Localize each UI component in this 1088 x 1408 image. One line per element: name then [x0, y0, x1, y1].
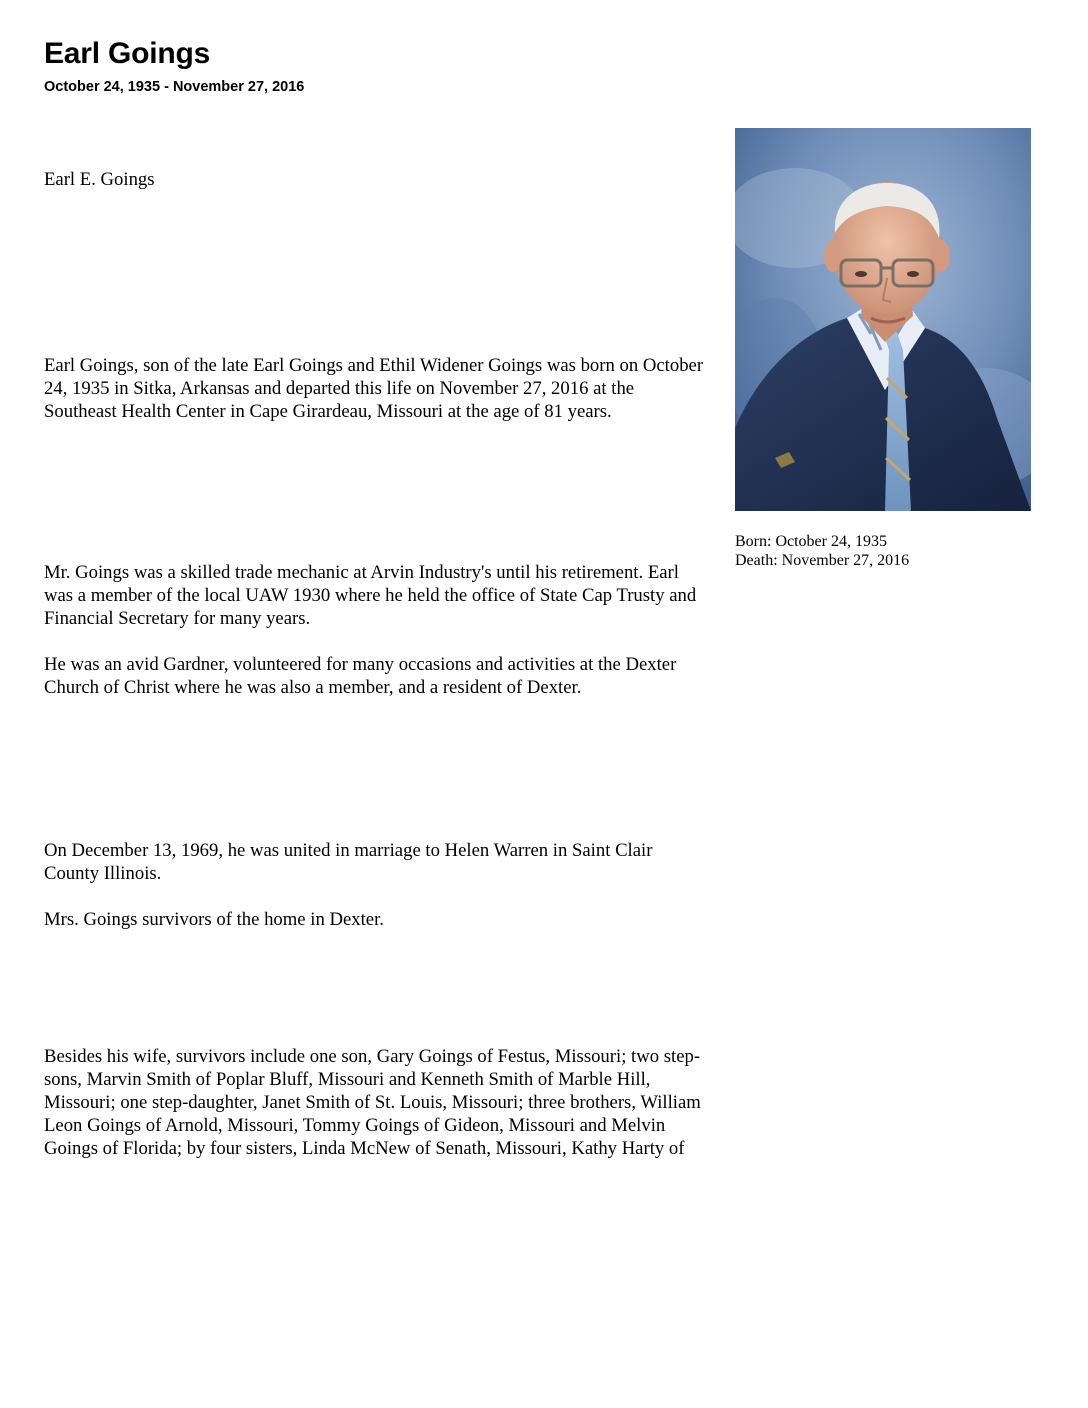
- death-date: Death: November 27, 2016: [735, 552, 910, 569]
- life-dates-caption: [735, 532, 909, 570]
- obituary-paragraph-marriage: On December 13, 1969, he was united in marriage to Helen Warren in Saint Clair County Illinois.: [44, 840, 653, 884]
- obituary-paragraph-survivors: Besides his wife, survivors include one son, Gary Goings of Festus, Missouri; two step-sons, Marvin Smith of Poplar Bluff, Missouri and Kenneth Smith of Marble Hill, Missouri; one step-daughter, Janet Smith of St. Louis, Missouri; three brothers, William Leon Goings of Arnold, Missouri, Tommy Goings of Gideon, Missouri and Melvin Goings of Florida; by four sisters, Linda McNew of Senath, Missouri, Kathy Harty of: [44, 1046, 701, 1159]
- obituary-paragraph-birth: Earl Goings, son of the late Earl Goings and Ethil Widener Goings was born on October 24, 1935 in Sitka, Arkansas and departed this life on November 27, 2016 at the Southeast Health Center in Cape Girardeau, Missouri at the age of 81 years.: [44, 355, 704, 422]
- full-name: Earl E. Goings: [44, 169, 155, 190]
- life-dates: October 24, 1935 - November 27, 2016: [44, 79, 305, 95]
- obituary-paragraph-community: He was an avid Gardner, volunteered for many occasions and activities at the Dexter Church of Christ where he was also a member, and a resident of Dexter.: [44, 654, 677, 698]
- obituary-paragraph-home: Mrs. Goings survivors of the home in Dexter.: [44, 909, 384, 930]
- portrait-photo: [735, 128, 1031, 511]
- obituary-paragraph-career: Mr. Goings was a skilled trade mechanic at Arvin Industry's until his retirement. Earl was a member of the local UAW 1930 where he held the office of State Cap Trusty and Financial Secretary for many years.: [44, 562, 697, 629]
- born-date: Born: October 24, 1935: [735, 533, 887, 550]
- page-title: Earl Goings: [44, 37, 211, 70]
